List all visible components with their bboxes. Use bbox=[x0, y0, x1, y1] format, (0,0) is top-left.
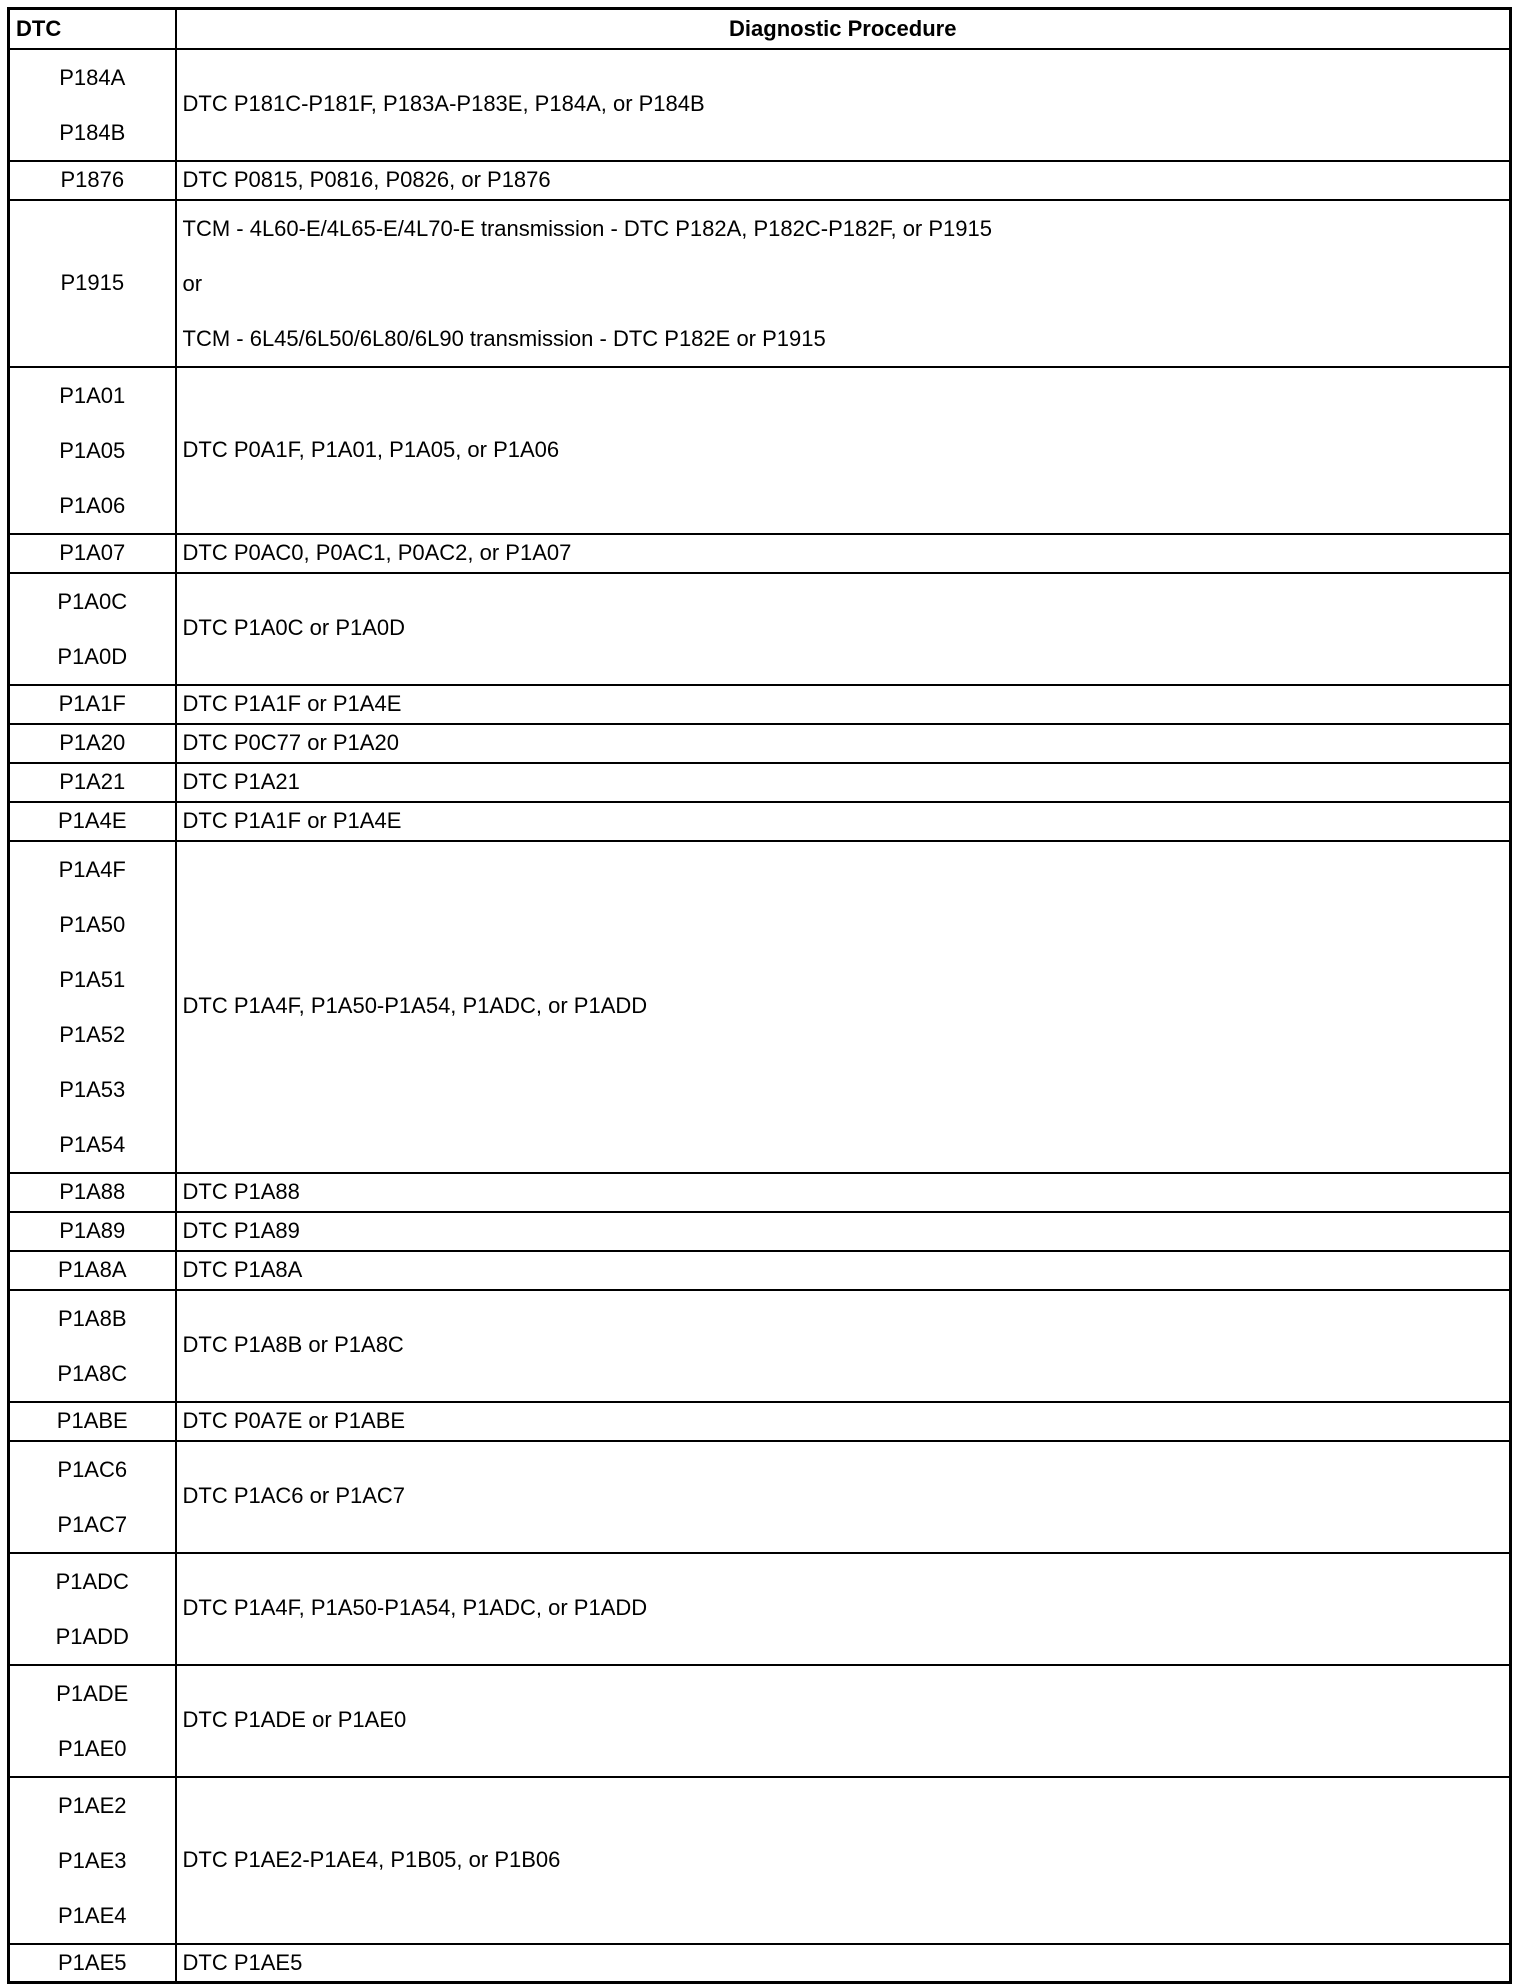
table-row bbox=[9, 1251, 1511, 1290]
table-row bbox=[9, 841, 1511, 1173]
dtc-cell bbox=[9, 763, 176, 802]
dtc-code: P1A0D bbox=[57, 643, 128, 669]
procedure-text: TCM - 6L45/6L50/6L80/6L90 transmission - DTC P182E or P1915 bbox=[182, 325, 826, 351]
dtc-cell bbox=[9, 367, 176, 534]
procedure-text: DTC P1A1F or P1A4E bbox=[182, 807, 402, 833]
procedure-cell bbox=[176, 724, 1511, 763]
procedure-text: DTC P1AE5 bbox=[182, 1949, 303, 1975]
dtc-code: P1915 bbox=[60, 269, 125, 295]
procedure-text: DTC P1A21 bbox=[182, 768, 300, 794]
dtc-code: P1A1F bbox=[58, 690, 126, 716]
procedure-cell bbox=[176, 763, 1511, 802]
table-row bbox=[9, 1441, 1511, 1553]
dtc-code: P1A89 bbox=[59, 1217, 126, 1243]
procedure-text: DTC P1A89 bbox=[182, 1217, 300, 1243]
procedure-text: DTC P1A1F or P1A4E bbox=[182, 690, 402, 716]
table-row bbox=[9, 534, 1511, 573]
procedure-text: DTC P0A7E or P1ABE bbox=[182, 1407, 406, 1433]
table-body bbox=[9, 49, 1511, 1983]
dtc-code: P1AC6 bbox=[57, 1456, 128, 1482]
table-row bbox=[9, 763, 1511, 802]
table-row bbox=[9, 49, 1511, 161]
dtc-cell bbox=[9, 1777, 176, 1944]
table-row bbox=[9, 1777, 1511, 1944]
dtc-code: P1A4F bbox=[58, 856, 126, 882]
procedure-text: TCM - 4L60-E/4L65-E/4L70-E transmission - DTC P182A, P182C-P182F, or P1915 bbox=[182, 215, 992, 241]
procedure-text: DTC P1AE2-P1AE4, P1B05, or P1B06 bbox=[182, 1846, 561, 1872]
dtc-code: P1A4E bbox=[58, 807, 127, 833]
dtc-code: P1A07 bbox=[59, 539, 126, 565]
dtc-cell bbox=[9, 161, 176, 200]
dtc-code: P1ADC bbox=[55, 1568, 129, 1594]
dtc-code: P1876 bbox=[60, 166, 125, 192]
table-row bbox=[9, 161, 1511, 200]
dtc-cell bbox=[9, 573, 176, 685]
procedure-text: DTC P1A8B or P1A8C bbox=[182, 1332, 404, 1358]
procedure-cell bbox=[176, 1402, 1511, 1441]
procedure-text: DTC P1ADE or P1AE0 bbox=[182, 1707, 407, 1733]
dtc-code: P1A05 bbox=[59, 437, 126, 463]
dtc-code: P184B bbox=[59, 119, 126, 145]
procedure-cell bbox=[176, 802, 1511, 841]
table-row bbox=[9, 1402, 1511, 1441]
procedure-cell bbox=[176, 1944, 1511, 1983]
procedure-cell bbox=[176, 49, 1511, 161]
dtc-cell bbox=[9, 49, 176, 161]
dtc-cell bbox=[9, 534, 176, 573]
dtc-cell bbox=[9, 1944, 176, 1983]
dtc-code: P1A8A bbox=[58, 1256, 127, 1282]
dtc-cell bbox=[9, 841, 176, 1173]
procedure-text: DTC P181C-P181F, P183A-P183E, P184A, or P184B bbox=[182, 91, 705, 117]
table-row bbox=[9, 367, 1511, 534]
procedure-column-header: Diagnostic Procedure bbox=[176, 9, 1511, 49]
dtc-code: P184A bbox=[59, 64, 126, 90]
dtc-code: P1ADE bbox=[56, 1680, 129, 1706]
procedure-cell bbox=[176, 367, 1511, 534]
header-row bbox=[9, 9, 1511, 49]
dtc-cell bbox=[9, 802, 176, 841]
procedure-cell bbox=[176, 1173, 1511, 1212]
dtc-table bbox=[7, 7, 1512, 1984]
dtc-cell bbox=[9, 1212, 176, 1251]
table-row bbox=[9, 200, 1511, 367]
dtc-code: P1A0C bbox=[57, 588, 128, 614]
procedure-cell bbox=[176, 1665, 1511, 1777]
dtc-cell bbox=[9, 685, 176, 724]
table-row bbox=[9, 802, 1511, 841]
procedure-text: DTC P1A4F, P1A50-P1A54, P1ADC, or P1ADD bbox=[182, 993, 648, 1019]
table-row bbox=[9, 1665, 1511, 1777]
dtc-cell bbox=[9, 1665, 176, 1777]
dtc-code: P1A53 bbox=[59, 1076, 126, 1102]
procedure-cell bbox=[176, 1251, 1511, 1290]
procedure-cell bbox=[176, 1441, 1511, 1553]
procedure-cell bbox=[176, 1553, 1511, 1665]
procedure-cell bbox=[176, 1777, 1511, 1944]
procedure-cell bbox=[176, 1212, 1511, 1251]
procedure-text: DTC P1A8A bbox=[182, 1256, 303, 1282]
dtc-cell bbox=[9, 724, 176, 763]
dtc-code: P1A52 bbox=[59, 1021, 126, 1047]
dtc-code: P1A88 bbox=[59, 1178, 126, 1204]
procedure-text: DTC P1A88 bbox=[182, 1178, 300, 1204]
procedure-text: DTC P1AC6 or P1AC7 bbox=[182, 1483, 406, 1509]
procedure-cell bbox=[176, 841, 1511, 1173]
dtc-code: P1A54 bbox=[59, 1131, 126, 1157]
table-row bbox=[9, 573, 1511, 685]
dtc-code: P1AE5 bbox=[58, 1949, 127, 1975]
dtc-cell bbox=[9, 1173, 176, 1212]
dtc-code: P1A50 bbox=[59, 911, 126, 937]
dtc-code: P1AE0 bbox=[58, 1735, 127, 1761]
dtc-cell bbox=[9, 1402, 176, 1441]
table-row bbox=[9, 1944, 1511, 1983]
dtc-cell bbox=[9, 1441, 176, 1553]
dtc-code: P1AE4 bbox=[58, 1902, 127, 1928]
dtc-column-header: DTC bbox=[9, 9, 176, 49]
procedure-text: DTC P1A4F, P1A50-P1A54, P1ADC, or P1ADD bbox=[182, 1595, 648, 1621]
table-row bbox=[9, 1212, 1511, 1251]
procedure-cell bbox=[176, 200, 1511, 367]
dtc-code: P1AC7 bbox=[57, 1511, 128, 1537]
dtc-code: P1A8B bbox=[58, 1305, 127, 1331]
procedure-cell bbox=[176, 685, 1511, 724]
dtc-code: P1ADD bbox=[55, 1623, 129, 1649]
dtc-code: P1A01 bbox=[59, 382, 126, 408]
procedure-text: or bbox=[182, 270, 203, 296]
dtc-code: P1A8C bbox=[57, 1360, 128, 1386]
dtc-code: P1A06 bbox=[59, 492, 126, 518]
dtc-code: P1A51 bbox=[59, 966, 126, 992]
dtc-code: P1A20 bbox=[59, 729, 126, 755]
dtc-cell bbox=[9, 1290, 176, 1402]
dtc-code: P1AE3 bbox=[58, 1847, 127, 1873]
procedure-cell bbox=[176, 1290, 1511, 1402]
table-row bbox=[9, 1290, 1511, 1402]
dtc-cell bbox=[9, 200, 176, 367]
procedure-text: DTC P0815, P0816, P0826, or P1876 bbox=[182, 166, 551, 192]
dtc-code: P1AE2 bbox=[58, 1792, 127, 1818]
dtc-cell bbox=[9, 1251, 176, 1290]
table-row bbox=[9, 1173, 1511, 1212]
procedure-text: DTC P0AC0, P0AC1, P0AC2, or P1A07 bbox=[182, 539, 572, 565]
table-row bbox=[9, 685, 1511, 724]
procedure-text: DTC P1A0C or P1A0D bbox=[182, 615, 406, 641]
procedure-text: DTC P0A1F, P1A01, P1A05, or P1A06 bbox=[182, 436, 560, 462]
table-row bbox=[9, 1553, 1511, 1665]
procedure-cell bbox=[176, 573, 1511, 685]
dtc-code: P1ABE bbox=[56, 1407, 128, 1433]
procedure-cell bbox=[176, 161, 1511, 200]
dtc-code: P1A21 bbox=[59, 768, 126, 794]
procedure-text: DTC P0C77 or P1A20 bbox=[182, 729, 399, 755]
procedure-cell bbox=[176, 534, 1511, 573]
dtc-cell bbox=[9, 1553, 176, 1665]
table-row bbox=[9, 724, 1511, 763]
